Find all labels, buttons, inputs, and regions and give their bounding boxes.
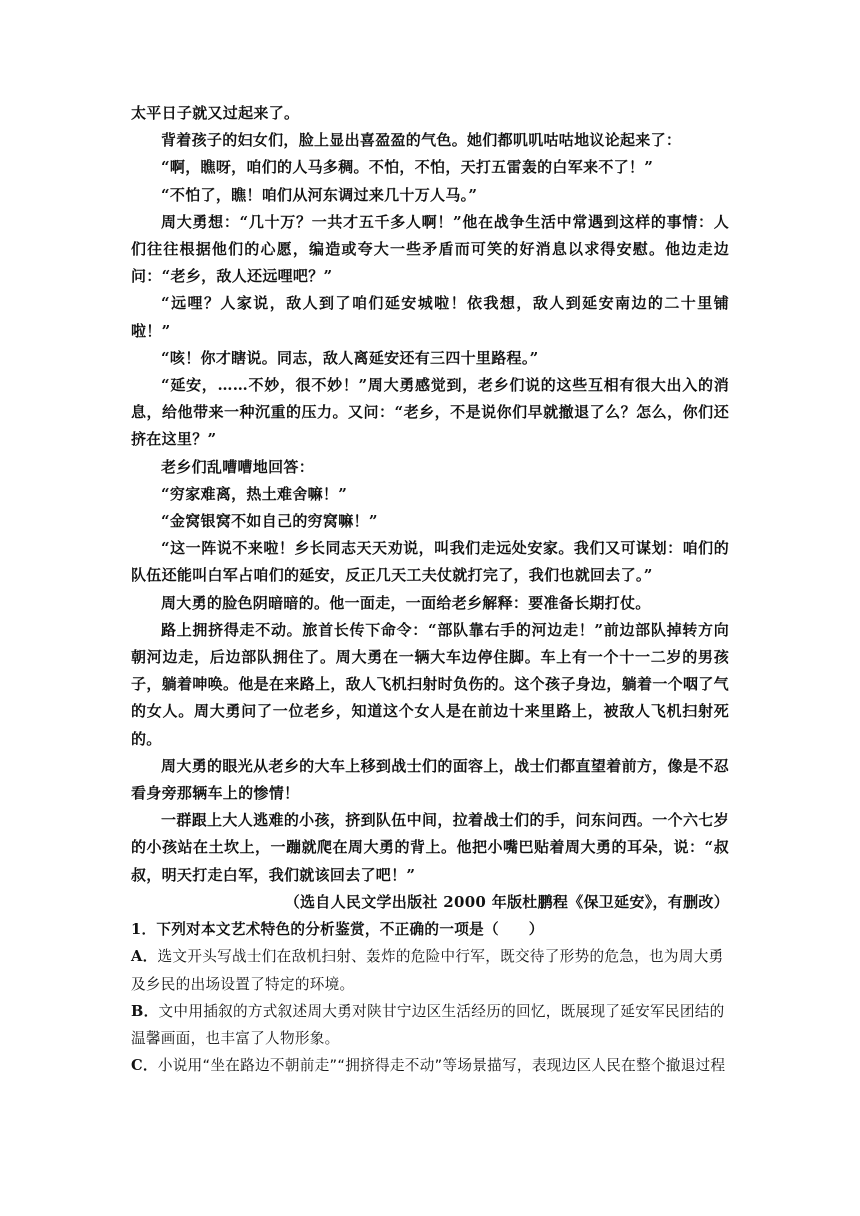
paragraph: 周大勇想：“几十万？一共才五千多人啊！”他在战争生活中常遇到这样的事情：人们往往根据他们的心愿，编造或夸大一些矛盾而可笑的好消息以求得安慰。他边走边问：“老乡，敌人还远哩吧？” [131,212,729,286]
paragraph: “啊，瞧呀，咱们的人马多稠。不怕，不怕，天打五雷轰的白军来不了！” [161,158,654,177]
paragraph: “远哩？人家说，敌人到了咱们延安城啦！依我想，敌人到延安南边的二十里铺啦！” [131,294,729,340]
paragraph: “不怕了，瞧！咱们从河东调过来几十万人马。” [161,185,478,204]
option-b [131,998,729,1052]
paragraph: 一群跟上大人逃难的小孩，挤到队伍中间，拉着战士们的手，问东问西。一个六七岁的小孩站在土坎上，一蹦就爬在周大勇的背上。他把小嘴巴贴着周大勇的耳朵，说：“叔叔，明天打走白军，我们就该回去了吧！” [131,811,729,884]
paragraph: 周大勇的眼光从老乡的大车上移到战士们的面容上，战士们都直望着前方，像是不忍看身旁那辆车上的惨情！ [131,756,729,803]
source-citation: （选自人民文学出版社 2000 年版杜鹏程《保卫延安》，有删改） [284,892,729,911]
option-letter: B． [131,1002,159,1020]
question-stem [131,916,729,943]
option-text: 文中用插叙的方式叙述周大勇对陕甘宁边区生活经历的回忆，既展现了延安军民团结的温馨画面，也丰富了人物形象。 [131,1002,725,1047]
paragraph: 背着孩子的妇女们，脸上显出喜盈盈的气色。她们都叽叽咕咕地议论起来了： [161,131,682,150]
question-stem-text: 1．下列对本文艺术特色的分析鉴赏，不正确的一项是（ ） [131,921,544,939]
option-text: 选文开头写战士们在敌机扫射、轰炸的危险中行军，既交待了形势的危急，也为周大勇及乡民的出场设置了特定的环境。 [131,948,724,993]
paragraph: 老乡们乱嘈嘈地回答： [161,457,315,476]
paragraph: 周大勇的脸色阴暗暗的。他一面走，一面给老乡解释：要准备长期打仗。 [161,593,651,612]
passage-body [131,100,729,1079]
paragraph: 太平日子就又过起来了。 [131,104,300,122]
paragraph: “咳！你才瞎说。同志，敌人离延安还有三四十里路程。” [161,348,539,367]
paragraph: “延安，……不妙，很不妙！”周大勇感觉到，老乡们说的这些互相有很大出入的消息，给他带来一种沉重的压力。又问：“老乡，不是说你们早就撤退了么？怎么，你们还挤在这里？” [131,376,729,449]
option-a [131,943,729,997]
paragraph: “穷家难离，热土难舍嘛！” [161,484,348,503]
option-letter: A． [131,948,158,966]
option-c [131,1052,729,1079]
option-text: 小说用“坐在路边不朝前走”“拥挤得走不动”等场景描写，表现边区人民在整个撤退过程 [157,1057,726,1075]
paragraph: “金窝银窝不如自己的穷窝嘛！” [161,512,378,531]
paragraph: “这一阵说不来啦！乡长同志天天劝说，叫我们走远处安家。我们又可谋划：咱们的队伍还能叫白军占咱们的延安，反正几天工夫仗就打完了，我们也就回去了。” [131,539,729,585]
paragraph: 路上拥挤得走不动。旅首长传下命令：“部队靠右手的河边走！”前边部队掉转方向朝河边走，后边部队拥住了。周大勇在一辆大车边停住脚。车上有一个十一二岁的男孩子，躺着呻唤。他是在来路上，敌人飞机扫射时负伤的。这个孩子身边，躺着一个咽了气的女人。周大勇问了一位老乡，知道这个女人是在前边十来里路上，被敌人飞机扫射死的。 [131,620,729,748]
option-letter: C． [131,1057,158,1075]
